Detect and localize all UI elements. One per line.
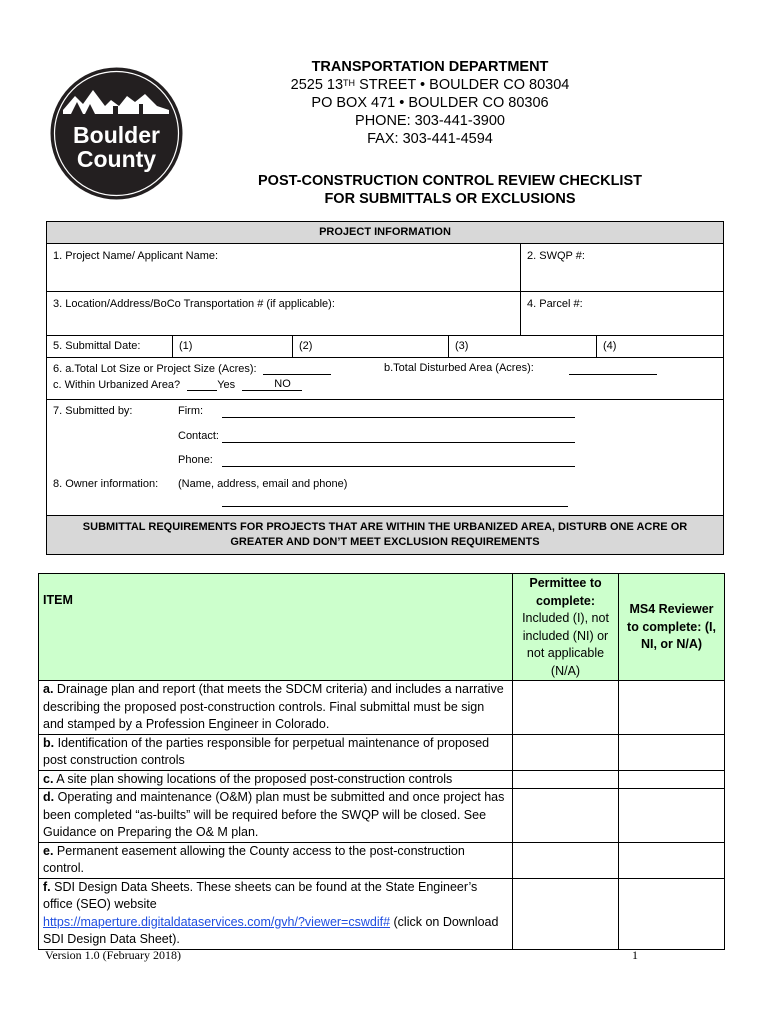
version-footer: Version 1.0 (February 2018) — [45, 948, 181, 962]
permittee-cell-b[interactable] — [513, 734, 619, 770]
submittal-date-2[interactable]: (2) — [293, 336, 449, 357]
permittee-cell-e[interactable] — [513, 842, 619, 878]
checklist-item-a: a. Drainage plan and report (that meets the SDCM criteria) and includes a narrative describing the proposed post-construction controls. Final submittal must be sign and stamped by a Profession Engineer in Colorado. — [39, 681, 513, 735]
department-name: TRANSPORTATION DEPARTMENT — [311, 59, 549, 75]
checklist-row-d — [39, 789, 725, 843]
po-box-address: PO BOX 471 • BOULDER CO 80306 — [311, 95, 549, 111]
disturbed-area-label: b.Total Disturbed Area (Acres): — [384, 362, 534, 374]
row-submitted-by — [47, 400, 723, 516]
phone-input[interactable] — [222, 453, 575, 467]
row-submittal-date — [47, 336, 723, 358]
submittal-date-label: 5. Submittal Date: — [47, 336, 173, 357]
phone-line: PHONE: 303-441-3900 — [355, 113, 505, 129]
urbanized-yes-label: Yes — [217, 379, 236, 391]
checklist-header-row — [39, 574, 725, 681]
contact-input[interactable] — [222, 429, 575, 443]
page-number: 1 — [632, 948, 638, 962]
owner-info-input[interactable] — [222, 493, 568, 507]
urbanized-no-blank[interactable]: NO — [242, 378, 302, 391]
project-information-band: PROJECT INFORMATION — [47, 222, 723, 244]
disturbed-area-input[interactable] — [569, 362, 657, 375]
permittee-cell-c[interactable] — [513, 770, 619, 789]
checklist-item-d: d. Operating and maintenance (O&M) plan must be submitted and once project has been completed “as-builts” will be required before the SWQP will be closed. See Guidance on Preparing the O& M plan. — [39, 789, 513, 843]
location-field[interactable]: 3. Location/Address/BoCo Transportation # (if applicable): — [47, 292, 521, 335]
checklist-row-b — [39, 734, 725, 770]
firm-input[interactable] — [222, 404, 575, 418]
urbanized-area-label: c. Within Urbanized Area? — [53, 379, 181, 391]
reviewer-cell-f[interactable] — [619, 878, 725, 949]
fax-line: FAX: 303-441-4594 — [367, 131, 493, 147]
svg-text:County: County — [76, 146, 157, 172]
street-address: 2525 13TH STREET • BOULDER CO 80304 — [290, 77, 570, 93]
checklist-item-b: b. Identification of the parties responsible for perpetual maintenance of proposed post construction controls — [39, 734, 513, 770]
permittee-cell-a[interactable] — [513, 681, 619, 735]
project-information-table — [46, 221, 724, 555]
urbanized-yes-blank[interactable] — [187, 378, 217, 391]
submittal-requirements-band: SUBMITTAL REQUIREMENTS FOR PROJECTS THAT ARE WITHIN THE URBANIZED AREA, DISTURB ONE ACRE OR GREATER AND DON’T MEET EXCLUSION REQUIREMENTS — [47, 516, 723, 554]
firm-label: Firm: — [178, 405, 204, 417]
submittal-date-3[interactable]: (3) — [449, 336, 597, 357]
checklist-item-e: e. Permanent easement allowing the County access to the post-construction control. — [39, 842, 513, 878]
checklist-row-a — [39, 681, 725, 735]
ms4-reviewer-column-header: MS4 Reviewer to complete: (I, NI, or N/A) — [619, 574, 725, 681]
permittee-cell-f[interactable] — [513, 878, 619, 949]
contact-label: Contact: — [178, 430, 219, 442]
checklist-row-c — [39, 770, 725, 789]
document-title: POST-CONSTRUCTION CONTROL REVIEW CHECKLIST FOR SUBMITTALS OR EXCLUSIONS — [258, 173, 642, 207]
permittee-cell-d[interactable] — [513, 789, 619, 843]
reviewer-cell-a[interactable] — [619, 681, 725, 735]
checklist-item-f: f. SDI Design Data Sheets. These sheets can be found at the State Engineer’s office (SEO) website https://maperture.digitaldataservices.com/gvh/?viewer=cswdif# (click on Download SDI Design Data Sheet). — [39, 878, 513, 949]
submittal-date-1[interactable]: (1) — [173, 336, 293, 357]
checklist-item-c: c. A site plan showing locations of the proposed post-construction controls — [39, 770, 513, 789]
svg-text:Boulder: Boulder — [73, 122, 160, 148]
reviewer-cell-e[interactable] — [619, 842, 725, 878]
owner-info-label: 8. Owner information: — [53, 478, 159, 490]
reviewer-cell-b[interactable] — [619, 734, 725, 770]
lot-size-label: 6. a.Total Lot Size or Project Size (Acres): — [53, 363, 257, 375]
row-project-name — [47, 244, 723, 292]
sdi-design-data-link[interactable]: https://maperture.digitaldataservices.com/gvh/?viewer=cswdif# — [43, 914, 391, 929]
submitted-by-label: 7. Submitted by: — [53, 405, 133, 417]
reviewer-cell-c[interactable] — [619, 770, 725, 789]
project-name-field[interactable]: 1. Project Name/ Applicant Name: — [47, 244, 521, 291]
parcel-field[interactable]: 4. Parcel #: — [527, 298, 583, 310]
checklist-row-e — [39, 842, 725, 878]
row-location — [47, 292, 723, 336]
checklist-row-f — [39, 878, 725, 949]
reviewer-cell-d[interactable] — [619, 789, 725, 843]
owner-info-hint: (Name, address, email and phone) — [178, 478, 348, 490]
item-column-header: ITEM — [39, 574, 513, 681]
lot-size-input[interactable] — [263, 362, 331, 375]
checklist-table — [38, 573, 725, 950]
department-header — [200, 58, 660, 148]
submittal-date-4[interactable]: (4) — [603, 340, 617, 352]
phone-label: Phone: — [178, 454, 213, 466]
permittee-column-header: Permittee to complete: Included (I), not included (NI) or not applicable (N/A) — [513, 574, 619, 681]
swqp-field[interactable]: 2. SWQP #: — [527, 250, 585, 262]
row-lot-size — [47, 358, 723, 400]
